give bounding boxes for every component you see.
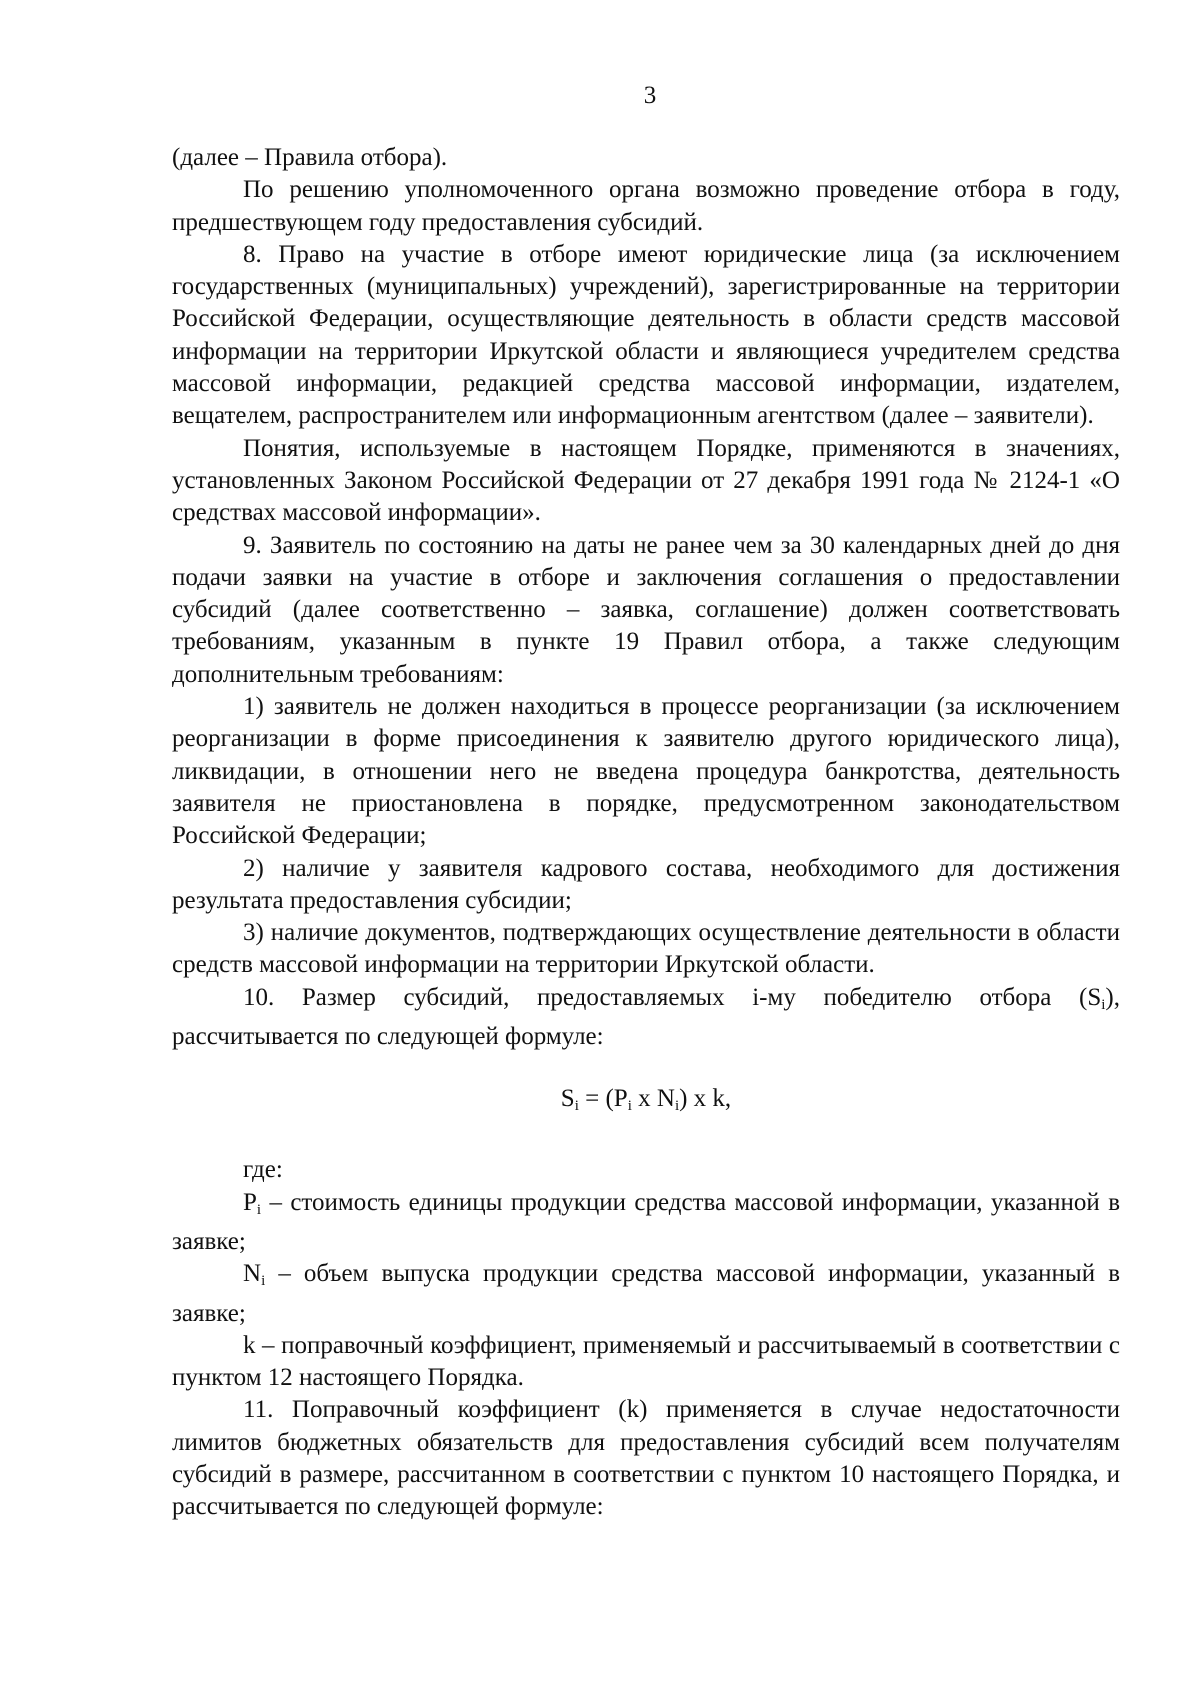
document-body [172, 142, 1120, 1524]
definition-p-symbol: P [243, 1188, 257, 1216]
definition-k: k – поправочный коэффициент, применяемый и рассчитываемый в соответствии с пунктом 12 настоящего Порядка. [172, 1331, 1120, 1392]
item-10-subscript: i [1101, 996, 1106, 1013]
paragraph-terms: Понятия, используемые в настоящем Порядке, применяются в значениях, установленных Законом Российской Федерации от 27 декабря 1991 года № 2124-1 «О средствах массовой информации». [172, 434, 1120, 527]
where-label: где: [243, 1156, 283, 1184]
requirement-1: 1) заявитель не должен находиться в процессе реорганизации (за исключением реорганизации в форме присоединения к заявителю другого юридического лица), ликвидации, в отношении него не введена процедура банкротства, деятельность заявителя не приостановлена в порядке, предусмотренном законодательством Российской Федерации; [172, 693, 1120, 850]
paragraph-item-9: 9. Заявитель по состоянию на даты не ранее чем за 30 календарных дней до дня подачи заявки на участие в отборе и заключения соглашения о предоставлении субсидий (далее соответственно – заявка, соглашение) должен соответствовать требованиям, указанным в пункте 19 Правил отбора, а также следующим дополнительным требованиям: [172, 531, 1120, 688]
formula-n-sub: i [674, 1098, 680, 1115]
paragraph-item-11: 11. Поправочный коэффициент (k) применяется в случае недостаточности лимитов бюджетных обязательств для предоставления субсидий всем получателям субсидий в размере, рассчитанном в соответствии с пунктом 10 настоящего Порядка, и рассчитывается по следующей формуле: [172, 1396, 1120, 1521]
requirement-3: 3) наличие документов, подтверждающих осуществление деятельности в области средств массовой информации на территории Иркутской области. [172, 919, 1120, 979]
definition-n-symbol: N [243, 1260, 262, 1288]
page-number: 3 [643, 82, 657, 109]
formula-p-sub: i [627, 1098, 632, 1115]
definition-p-sub: i [256, 1201, 262, 1218]
requirement-2: 2) наличие у заявителя кадрового состава, необходимого для достижения результата предоставления субсидии; [172, 854, 1120, 914]
definition-n [172, 1258, 1120, 1330]
definition-p-text: – стоимость единицы продукции средства массовой информации, указанной в заявке; [172, 1188, 1120, 1255]
formula-eq: = (P [578, 1085, 628, 1113]
formula-x: x N [631, 1085, 675, 1113]
formula-s-sub: i [574, 1098, 579, 1115]
subsidy-formula [172, 1083, 1120, 1122]
formula-s: S [560, 1085, 575, 1113]
paragraph-continuation: (далее – Правила отбора). [172, 144, 448, 171]
definition-p [172, 1187, 1120, 1259]
formula-tail: ) x k, [679, 1085, 732, 1113]
paragraph-item-10 [172, 982, 1120, 1054]
paragraph-selection-timing: По решению уполномоченного органа возможно проведение отбора в году, предшествующем году предоставления субсидий. [172, 176, 1120, 236]
paragraph-item-8: 8. Право на участие в отборе имеют юридические лица (за исключением государственных (муниципальных) учреждений), зарегистрированные на территории Российской Федерации, осуществляющие деятельность в области средств массовой информации на территории Иркутской области и являющиеся учредителем средства массовой информации, редакцией средства массовой информации, издателем, вещателем, распространителем или информационным агентством (далее – заявители). [172, 240, 1120, 430]
definition-n-sub: i [261, 1273, 266, 1290]
definition-n-text: – объем выпуска продукции средства массовой информации, указанный в заявке; [172, 1260, 1120, 1327]
item-10-text-a: 10. Размер субсидий, предоставляемых i-му победителю отбора (S [243, 983, 1102, 1011]
item-10-text-b: ), рассчитывается по следующей формуле: [172, 983, 1120, 1051]
